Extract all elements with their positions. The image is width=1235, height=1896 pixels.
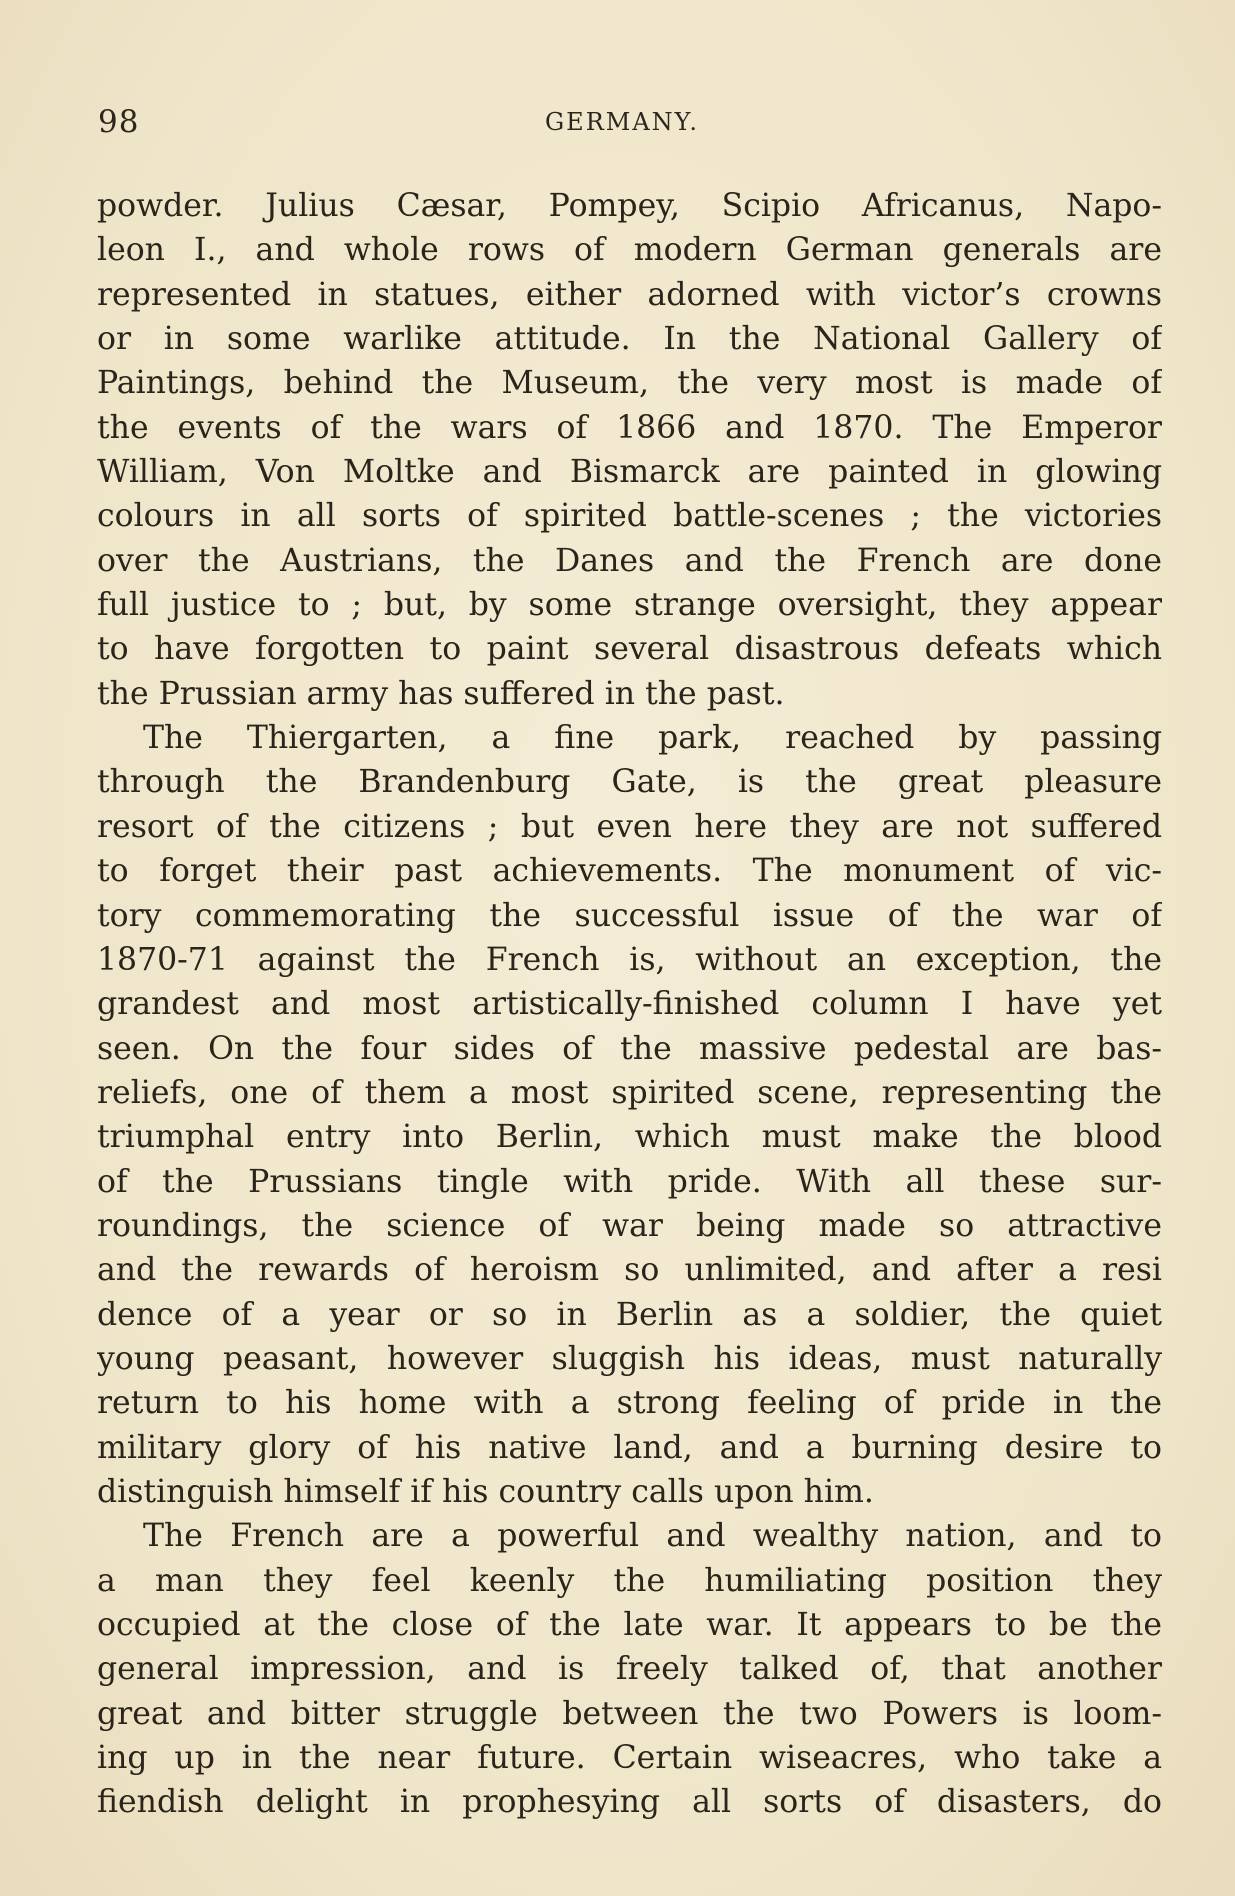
text-line: seen. On the four sides of the massive pedestal are bas- xyxy=(97,1030,1162,1067)
text-line: the events of the wars of 1866 and 1870. The Emperor xyxy=(97,409,1162,446)
text-line: roundings, the science of war being made so attractive xyxy=(97,1207,1162,1244)
text-line: colours in all sorts of spirited battle-scenes ; the victories xyxy=(97,498,1162,535)
text-line: great and bitter struggle between the two Powers is loom- xyxy=(97,1695,1162,1732)
text-line: resort of the citizens ; but even here they are not suffered xyxy=(97,808,1162,845)
text-line: The French are a powerful and wealthy nation, and to xyxy=(143,1518,1162,1555)
text-line: a man they feel keenly the humiliating position they xyxy=(97,1562,1162,1599)
text-line: William, Von Moltke and Bismarck are painted in glowing xyxy=(97,454,1162,491)
text-line: over the Austrians, the Danes and the French are done xyxy=(97,542,1162,579)
text-line: to have forgotten to paint several disastrous defeats which xyxy=(97,631,1162,668)
text-line: grandest and most artistically-finished column I have yet xyxy=(97,986,1162,1023)
text-line: military glory of his native land, and a burning desire to xyxy=(97,1429,1162,1466)
text-line: general impression, and is freely talked of, that another xyxy=(97,1651,1162,1688)
text-line: 1870-71 against the French is, without an exception, the xyxy=(97,941,1162,978)
text-line: dence of a year or so in Berlin as a soldier, the quiet xyxy=(97,1296,1162,1333)
text-line: and the rewards of heroism so unlimited, and after a resi xyxy=(97,1252,1162,1289)
text-line: tory commemorating the successful issue of the war of xyxy=(97,897,1162,934)
body-text xyxy=(97,184,1162,1825)
text-line: leon I., and whole rows of modern German generals are xyxy=(97,232,1162,269)
text-line: the Prussian army has suffered in the past. xyxy=(97,675,785,712)
text-line: or in some warlike attitude. In the National Gallery of xyxy=(97,321,1162,358)
text-line: fiendish delight in prophesying all sorts of disasters, do xyxy=(97,1784,1162,1821)
text-line: return to his home with a strong feeling of pride in the xyxy=(97,1385,1162,1422)
text-line: Paintings, behind the Museum, the very most is made of xyxy=(97,365,1162,402)
text-line: to forget their past achievements. The monument of vic- xyxy=(97,853,1162,890)
running-title: GERMANY. xyxy=(545,108,700,136)
text-line: through the Brandenburg Gate, is the great pleasure xyxy=(97,764,1162,801)
text-line: occupied at the close of the late war. It appears to be the xyxy=(97,1607,1162,1643)
text-line: reliefs, one of them a most spirited scene, representing the xyxy=(97,1074,1162,1111)
text-line: triumphal entry into Berlin, which must make the blood xyxy=(97,1119,1162,1156)
page-number: 98 xyxy=(98,104,140,140)
text-line: young peasant, however sluggish his ideas, must naturally xyxy=(97,1340,1162,1377)
running-head xyxy=(98,104,1135,144)
text-line: ing up in the near future. Certain wiseacres, who take a xyxy=(97,1740,1162,1777)
text-line: of the Prussians tingle with pride. With all these sur- xyxy=(97,1163,1162,1200)
text-line: full justice to ; but, by some strange oversight, they appear xyxy=(97,587,1162,624)
text-line: The Thiergarten, a fine park, reached by passing xyxy=(143,720,1162,757)
text-line: represented in statues, either adorned with victor’s crowns xyxy=(97,276,1162,313)
text-line: distinguish himself if his country calls upon him. xyxy=(97,1473,874,1510)
text-line: powder. Julius Cæsar, Pompey, Scipio Africanus, Napo- xyxy=(97,188,1162,224)
